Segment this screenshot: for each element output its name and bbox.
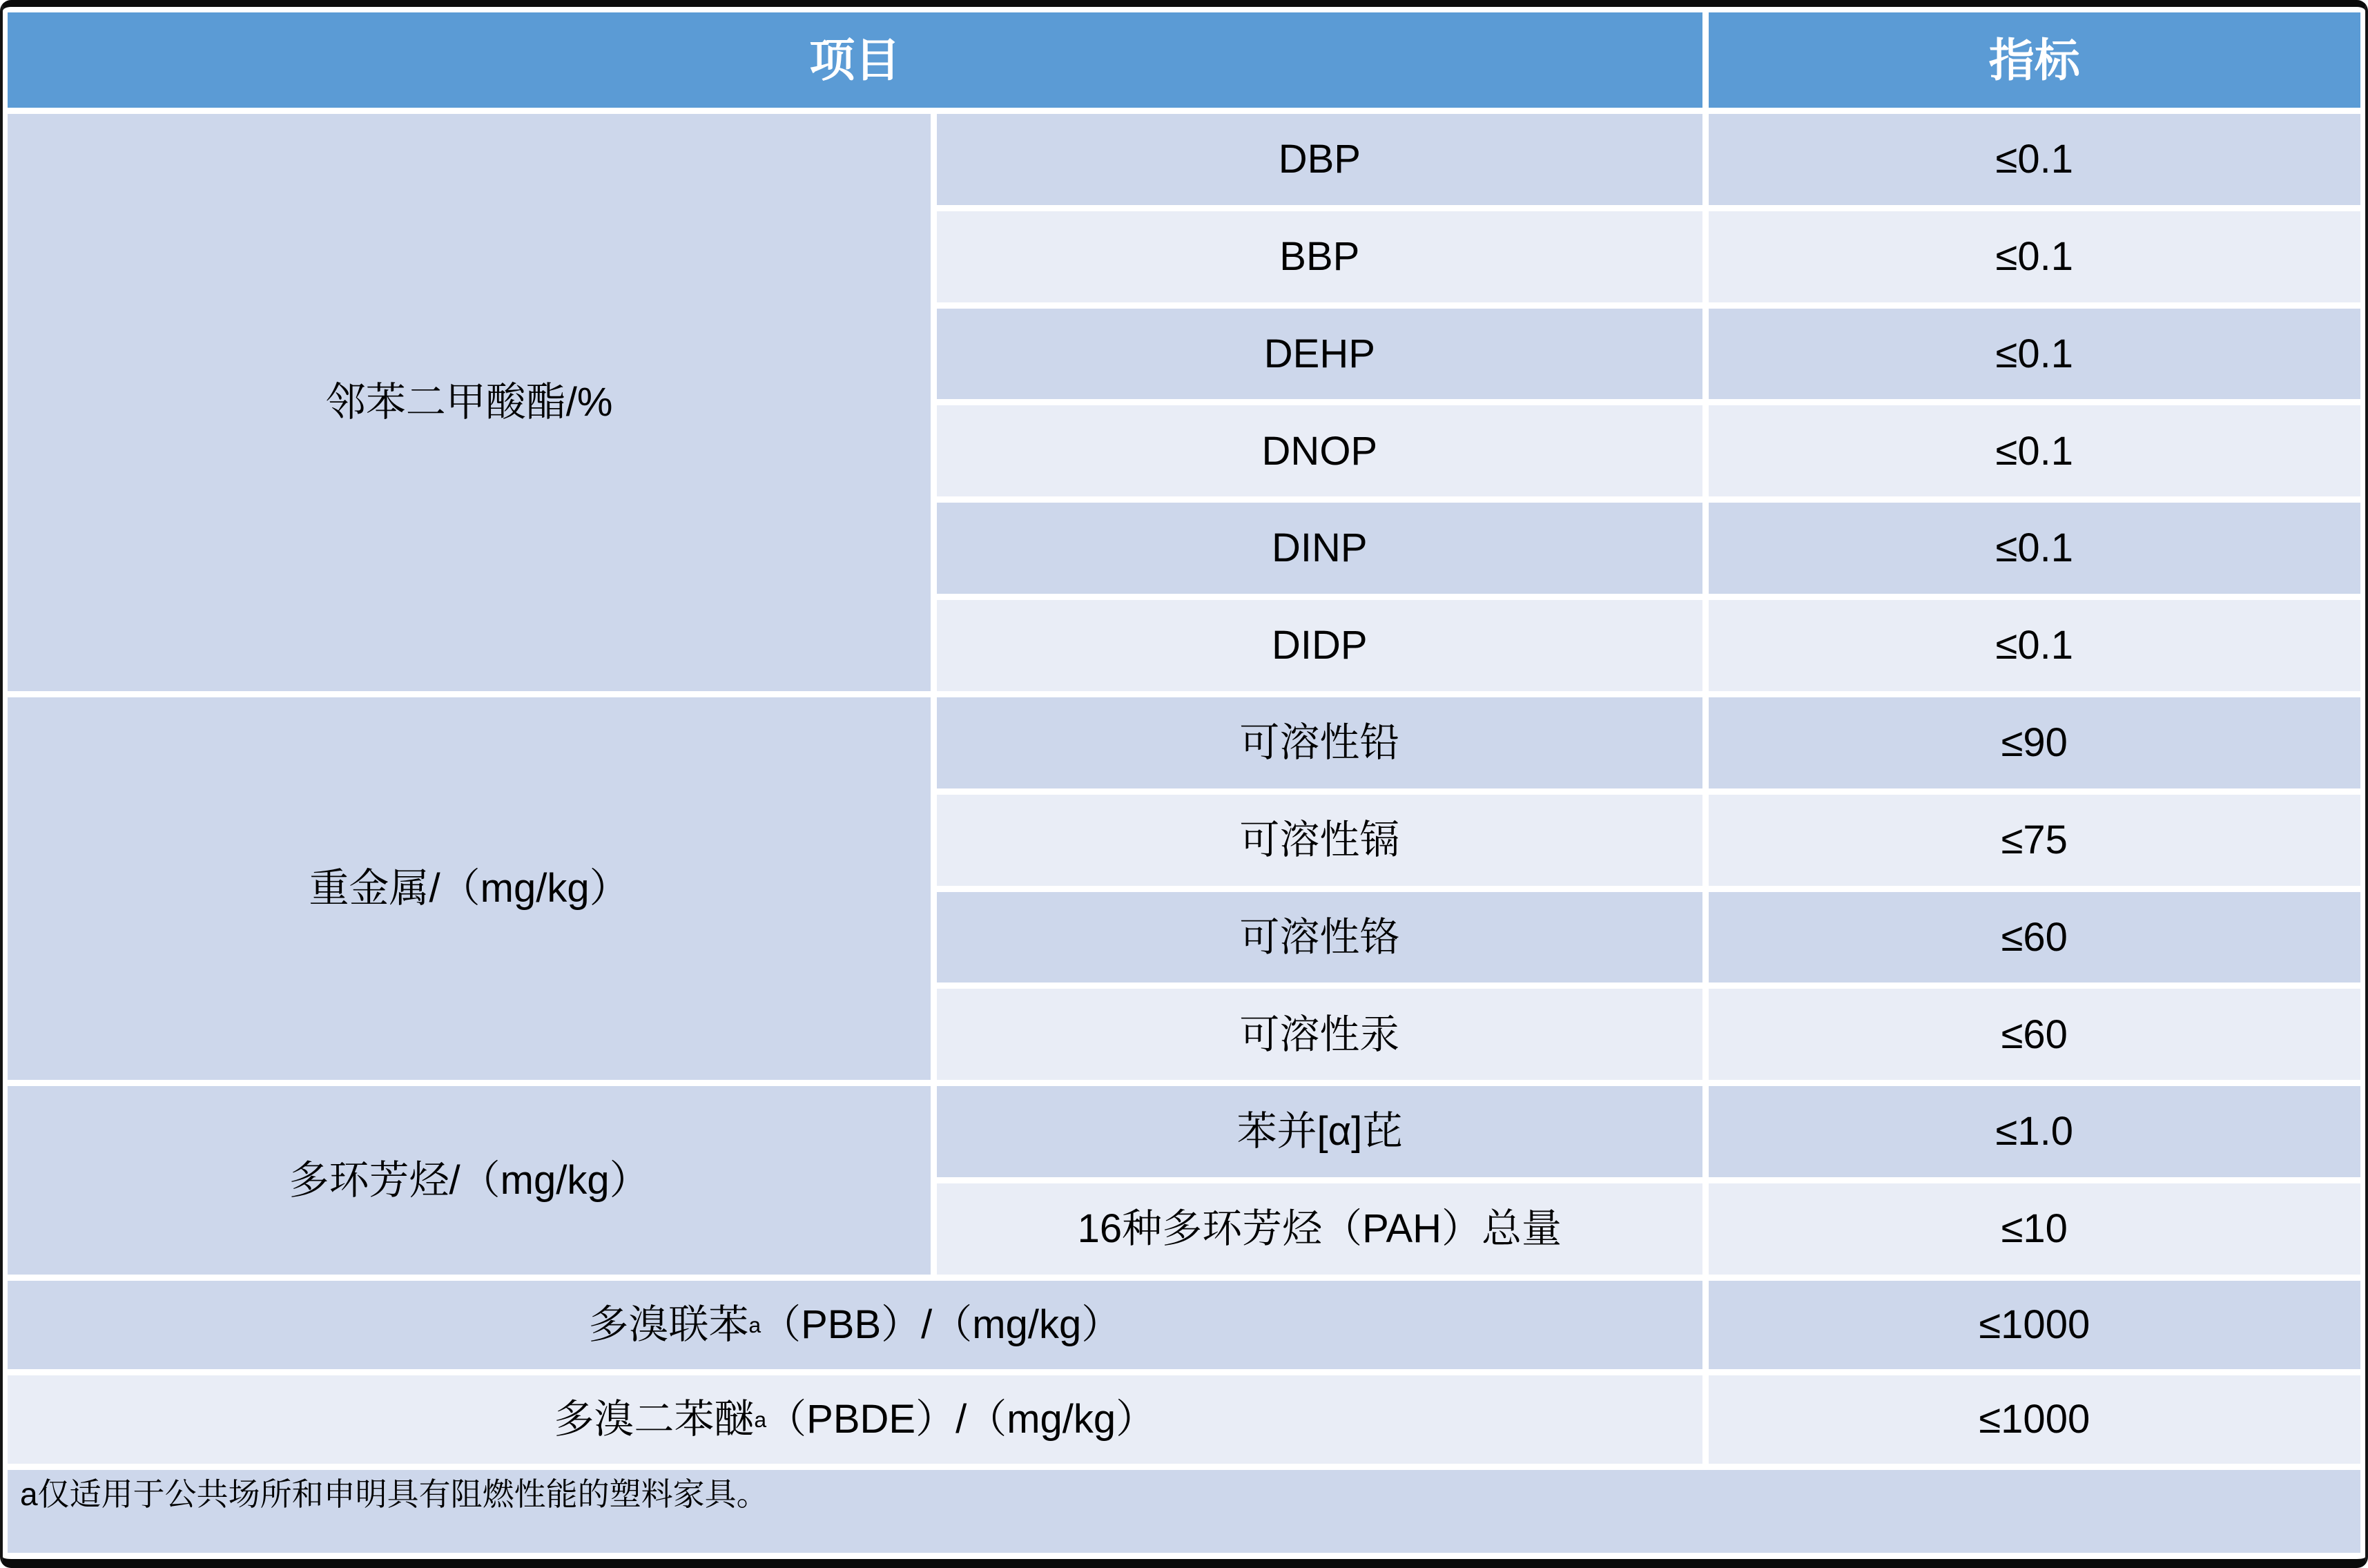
row-pbde-value: ≤1000 (1709, 1375, 2360, 1464)
row-pah16-total-name: 16种多环芳烃（PAH）总量 (937, 1183, 1702, 1275)
row-dehp-name: DEHP (937, 309, 1702, 400)
row-soluble-cadmium-name: 可溶性镉 (937, 795, 1702, 886)
pbde-label-suffix: （PBDE）/（mg/kg） (766, 1397, 1156, 1442)
group-pah-label: 多环芳烃/（mg/kg） (8, 1086, 931, 1275)
row-dbp-value: ≤0.1 (1709, 114, 2360, 205)
row-dehp-value: ≤0.1 (1709, 309, 2360, 400)
row-pbb-name: 多溴联苯 a （PBB）/（mg/kg） (8, 1281, 1702, 1369)
table-grid (8, 12, 2360, 1553)
pbb-label-suffix: （PBB）/（mg/kg） (761, 1302, 1122, 1348)
row-benzo-a-pyrene-value: ≤1.0 (1709, 1086, 2360, 1177)
row-didp-name: DIDP (937, 600, 1702, 691)
row-dnop-name: DNOP (937, 405, 1702, 496)
row-soluble-chromium-value: ≤60 (1709, 892, 2360, 983)
row-pbb-value: ≤1000 (1709, 1281, 2360, 1369)
row-soluble-lead-name: 可溶性铅 (937, 697, 1702, 788)
row-dinp-value: ≤0.1 (1709, 503, 2360, 594)
pbb-label-prefix: 多溴联苯 (588, 1302, 749, 1348)
group-heavy-metals-label: 重金属/（mg/kg） (8, 697, 931, 1080)
row-dinp-name: DINP (937, 503, 1702, 594)
row-soluble-mercury-name: 可溶性汞 (937, 989, 1702, 1080)
row-soluble-mercury-value: ≤60 (1709, 989, 2360, 1080)
column-header-item: 项目 (8, 12, 1702, 108)
row-dbp-name: DBP (937, 114, 1702, 205)
group-phthalates-label: 邻苯二甲酸酯/% (8, 114, 931, 691)
row-dnop-value: ≤0.1 (1709, 405, 2360, 496)
row-soluble-chromium-name: 可溶性铬 (937, 892, 1702, 983)
row-bbp-value: ≤0.1 (1709, 211, 2360, 302)
column-header-spec: 指标 (1709, 12, 2360, 108)
pbde-label-prefix: 多溴二苯醚 (554, 1397, 755, 1442)
row-bbp-name: BBP (937, 211, 1702, 302)
row-pah16-total-value: ≤10 (1709, 1183, 2360, 1275)
row-soluble-lead-value: ≤90 (1709, 697, 2360, 788)
row-benzo-a-pyrene-name: 苯并[α]芘 (937, 1086, 1702, 1177)
row-pbde-name: 多溴二苯醚 a （PBDE）/（mg/kg） (8, 1375, 1702, 1464)
row-soluble-cadmium-value: ≤75 (1709, 795, 2360, 886)
row-didp-value: ≤0.1 (1709, 600, 2360, 691)
table-footnote: a仅适用于公共场所和申明具有阻燃性能的塑料家具。 (8, 1470, 2360, 1553)
